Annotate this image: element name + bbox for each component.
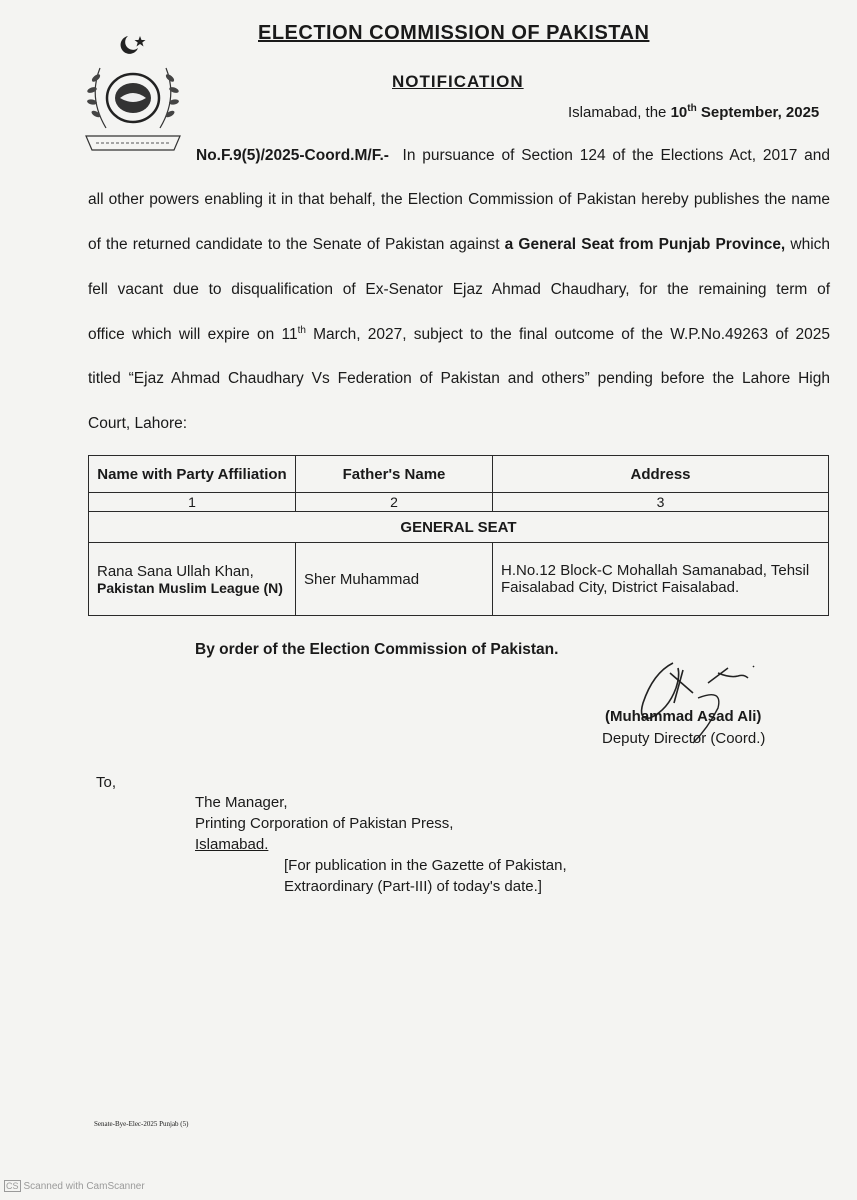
father-name-cell: Sher Muhammad — [296, 543, 493, 616]
order-line: By order of the Election Commission of Pakistan. — [195, 641, 559, 658]
col-header-father: Father's Name — [296, 456, 493, 493]
col-index-1: 1 — [89, 493, 296, 512]
address-cell — [493, 543, 829, 616]
signatory-name: (Muhammad Asad Ali) — [605, 708, 762, 725]
camscanner-logo-icon: CS — [6, 1181, 19, 1191]
table-section-row — [89, 512, 829, 543]
section-general-seat: GENERAL SEAT — [89, 512, 829, 543]
signatory-title: Deputy Director (Coord.) — [602, 730, 766, 747]
table-row — [89, 543, 829, 616]
footer-reference: Senate-Bye-Elec-2025 Punjab (5) — [94, 1120, 189, 1128]
page-title: ELECTION COMMISSION OF PAKISTAN — [258, 22, 650, 44]
recipient-line-1: The Manager, — [195, 794, 288, 811]
body-line-1: No.F.9(5)/2025-Coord.M/F.- In pursuance of Section 124 of the Elections Act, 2017 and — [196, 147, 830, 164]
address-line-2: Faisalabad City, District Faisalabad. — [501, 579, 740, 596]
table-index-row — [89, 493, 829, 512]
candidate-name-cell — [89, 543, 296, 616]
candidate-party: Pakistan Muslim League (N) — [97, 579, 283, 596]
col-index-3: 3 — [493, 493, 829, 512]
ecp-emblem-icon — [78, 28, 188, 158]
scanner-watermark: CS Scanned with CamScanner — [6, 1181, 145, 1192]
col-header-name: Name with Party Affiliation — [89, 456, 296, 493]
recipient-line-3: Islamabad. — [195, 836, 269, 853]
body-line-7: Court, Lahore: — [88, 415, 188, 432]
col-header-address: Address — [493, 456, 829, 493]
address-line-1: H.No.12 Block-C Mohallah Samanabad, Tehsil — [501, 562, 810, 579]
candidate-name: Rana Sana Ullah Khan, — [97, 562, 254, 580]
dateline: Islamabad, the 10th September, 2025 — [568, 103, 820, 121]
notification-heading: NOTIFICATION — [392, 72, 524, 91]
body-line-6: titled “Ejaz Ahmad Chaudhary Vs Federation of Pakistan and others” pending before the Lahore High — [88, 370, 830, 387]
body-line-5: office which will expire on 11th March, 2027, subject to the final outcome of the W.P.No.49263 of 2025 — [88, 324, 830, 343]
reference-number: No.F.9(5)/2025-Coord.M/F.- — [196, 147, 389, 164]
body-line-3: of the returned candidate to the Senate of Pakistan against a General Seat from Punjab Province, which — [88, 236, 831, 253]
publication-note-2: Extraordinary (Part-III) of today's date.] — [284, 878, 542, 895]
recipient-line-2: Printing Corporation of Pakistan Press, — [195, 815, 454, 832]
col-index-2: 2 — [296, 493, 493, 512]
body-line-2: all other powers enabling it in that behalf, the Election Commission of Pakistan hereby publishes the name — [88, 191, 830, 208]
publication-note-1: [For publication in the Gazette of Pakistan, — [284, 857, 567, 874]
body-line-4: fell vacant due to disqualification of Ex-Senator Ejaz Ahmad Chaudhary, for the remaining term of — [88, 281, 830, 298]
table-header-row — [89, 456, 829, 493]
candidate-table — [88, 455, 829, 616]
to-label: To, — [96, 774, 117, 791]
